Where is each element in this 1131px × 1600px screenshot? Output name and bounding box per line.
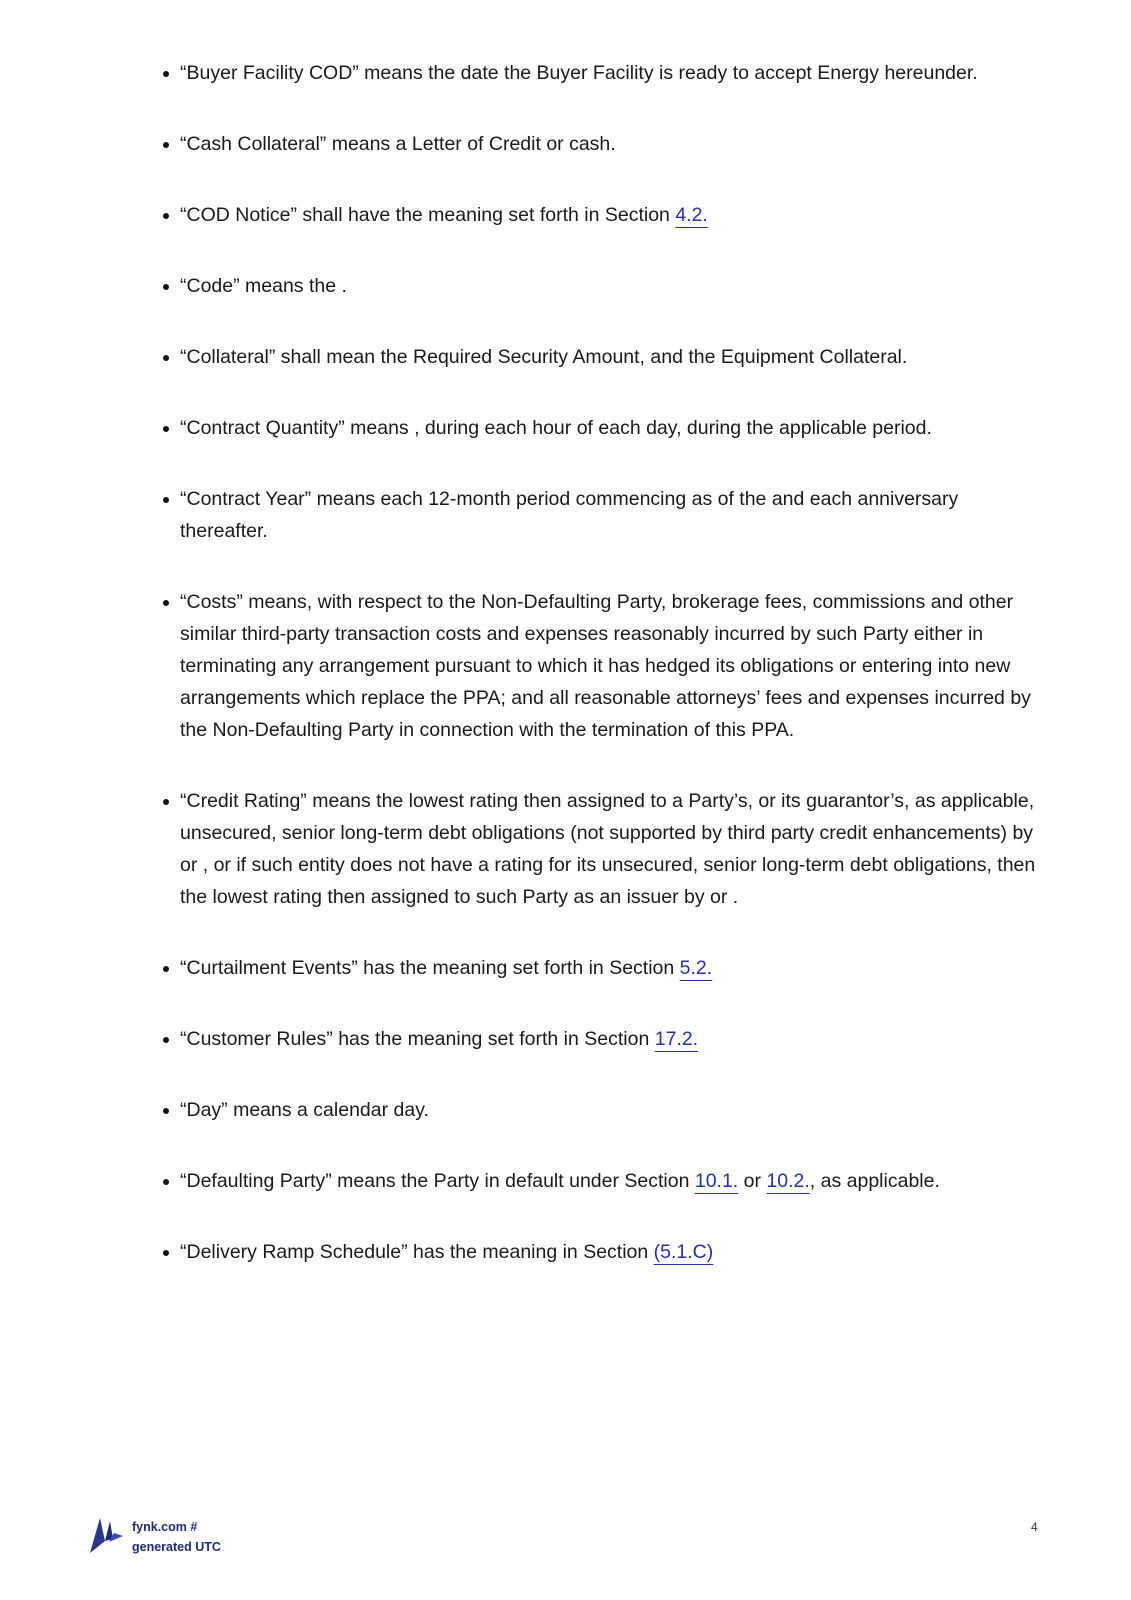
definition-customer-rules: “Customer Rules” has the meaning set forth in Section 17.2.	[180, 1023, 1040, 1055]
footer-site: fynk.com #	[132, 1520, 198, 1534]
definition-day: “Day” means a calendar day.	[180, 1094, 1040, 1126]
definition-cash-collateral: “Cash Collateral” means a Letter of Credit or cash.	[180, 128, 1040, 160]
fynk-bird-logo-icon	[88, 1514, 124, 1554]
definitions-list	[180, 57, 1040, 1307]
definition-contract-quantity: “Contract Quantity” means , during each hour of each day, during the applicable period.	[180, 412, 1040, 444]
definition-buyer-facility-cod: “Buyer Facility COD” means the date the Buyer Facility is ready to accept Energy hereunder.	[180, 57, 1040, 89]
page-number: 4	[1031, 1520, 1038, 1534]
section-link-17-2[interactable]: 17.2.	[654, 1028, 699, 1050]
definition-curtailment-events: “Curtailment Events” has the meaning set forth in Section 5.2.	[180, 952, 1040, 984]
definition-collateral: “Collateral” shall mean the Required Security Amount, and the Equipment Collateral.	[180, 341, 1040, 373]
definition-defaulting-party: “Defaulting Party” means the Party in default under Section 10.1. or 10.2., as applicable.	[180, 1165, 1040, 1197]
definition-costs: “Costs” means, with respect to the Non-Defaulting Party, brokerage fees, commissions and other similar third-party transaction costs and expenses reasonably incurred by such Party either in terminating any arrangement pursuant to which it has hedged its obligations or entering into new arrangements which replace the PPA; and all reasonable attorneys’ fees and expenses incurred by the Non-Defaulting Party in connection with the termination of this PPA.	[180, 586, 1040, 746]
footer-generated: generated UTC	[132, 1540, 221, 1554]
definition-cod-notice: “COD Notice” shall have the meaning set forth in Section 4.2.	[180, 199, 1040, 231]
section-link-5-1-c[interactable]: (5.1.C)	[653, 1241, 714, 1263]
section-link-10-2[interactable]: 10.2.	[766, 1170, 810, 1192]
footer-info	[132, 1517, 221, 1557]
definition-code: “Code” means the .	[180, 270, 1040, 302]
definition-delivery-ramp-schedule: “Delivery Ramp Schedule” has the meaning in Section (5.1.C)	[180, 1236, 1040, 1268]
section-link-4-2[interactable]: 4.2.	[675, 204, 708, 226]
definition-credit-rating: “Credit Rating” means the lowest rating then assigned to a Party’s, or its guarantor’s, as applicable, unsecured, senior long-term debt obligations (not supported by third party credit enhancements) by or , or if such entity does not have a rating for its unsecured, senior long-term debt obligations, then the lowest rating then assigned to such Party as an issuer by or .	[180, 785, 1040, 913]
definition-contract-year: “Contract Year” means each 12-month period commencing as of the and each anniversary thereafter.	[180, 483, 1040, 547]
section-link-5-2[interactable]: 5.2.	[679, 957, 713, 979]
section-link-10-1[interactable]: 10.1.	[694, 1170, 739, 1192]
